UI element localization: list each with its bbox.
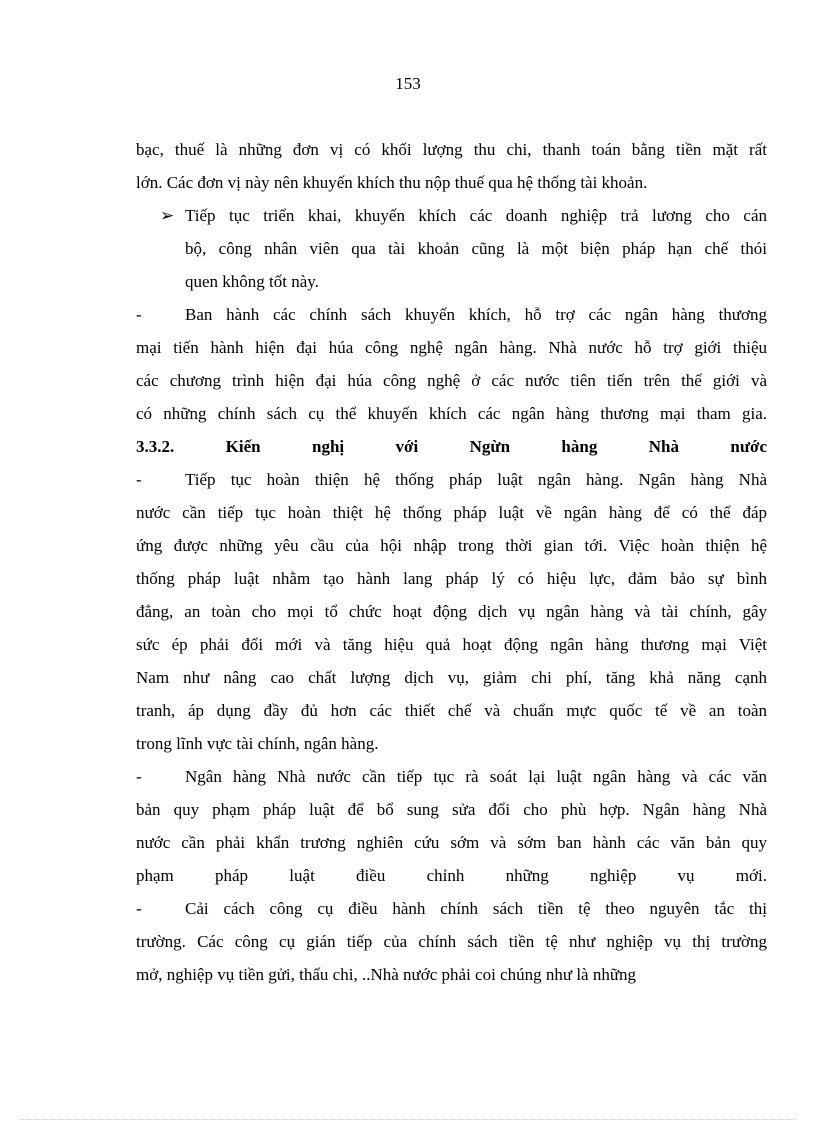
text-line: mở, nghiệp vụ tiền gửi, thấu chi, ..Nhà nước phải coi chúng như là những	[136, 965, 637, 984]
body-text	[136, 133, 767, 991]
text-line: bộ, công nhân viên qua tài khoản cũng là một biện pháp hạn chế thói	[185, 239, 767, 258]
page-number: 153	[395, 74, 421, 93]
dash-marker: -	[136, 767, 142, 786]
text-line: trong lĩnh vực tài chính, ngân hàng.	[136, 734, 379, 753]
text-line: trường. Các công cụ gián tiếp của chính sách tiền tệ như nghiệp vụ thị trường	[136, 932, 767, 951]
text-line: Nam như nâng cao chất lượng dịch vụ, giảm chi phí, tăng khả năng cạnh	[136, 668, 767, 687]
section-heading: 3.3.2. Kiến nghị với Ngừn hàng Nhà nước	[136, 437, 767, 456]
text-line: bạc, thuế là những đơn vị có khối lượng thu chi, thanh toán bằng tiền mặt rất	[136, 140, 767, 159]
text-line: tranh, áp dụng đầy đủ hơn các thiết chế và chuẩn mực quốc tế về an toàn	[136, 701, 767, 720]
text-line: các chương trình hiện đại húa công nghệ ở các nước tiên tiến trên thế giới và	[136, 371, 767, 390]
text-line: ứng được những yêu cầu của hội nhập trong thời gian tới. Việc hoàn thiện hệ	[136, 536, 767, 555]
text-line: Tiếp tục hoàn thiện hệ thống pháp luật ngân hàng. Ngân hàng Nhà	[185, 470, 767, 489]
arrow-bullet-icon: ➢	[160, 206, 175, 225]
dash-marker: -	[136, 470, 142, 489]
dash-item	[136, 298, 767, 331]
dash-marker: -	[136, 305, 142, 324]
dash-item	[136, 760, 767, 793]
text-line: lớn. Các đơn vị này nên khuyến khích thu nộp thuế qua hệ thống tài khoản.	[136, 173, 648, 192]
text-line: thống pháp luật nhằm tạo hành lang pháp lý có hiệu lực, đảm bảo sự bình	[136, 569, 767, 588]
bullet-item	[136, 199, 767, 232]
text-line: mại tiến hành hiện đại húa công nghệ ngân hàng. Nhà nước hỗ trợ giới thiệu	[136, 338, 767, 357]
text-line: đẳng, an toàn cho mọi tổ chức hoạt động dịch vụ ngân hàng và tài chính, gây	[136, 602, 767, 621]
dash-marker: -	[136, 899, 142, 918]
text-line: nước cần tiếp tục hoàn thiệt hệ thống pháp luật về ngân hàng để có thể đáp	[136, 503, 767, 522]
text-line: Ban hành các chính sách khuyến khích, hỗ trợ các ngân hàng thương	[185, 305, 767, 324]
dash-item	[136, 892, 767, 925]
dash-item	[136, 463, 767, 496]
page-bottom-divider	[20, 1119, 796, 1120]
text-line: sức ép phải đổi mới và tăng hiệu quả hoạt động ngân hàng thương mại Việt	[136, 635, 767, 654]
text-line: bản quy phạm pháp luật để bổ sung sửa đổi cho phù hợp. Ngân hàng Nhà	[136, 800, 767, 819]
text-line: Cải cách công cụ điều hành chính sách tiền tệ theo nguyên tắc thị	[185, 899, 767, 918]
text-line: nước cần phải khẩn trương nghiên cứu sớm và sớm ban hành các văn bản quy	[136, 833, 767, 852]
text-line: quen không tốt này.	[185, 272, 319, 291]
text-line: có những chính sách cụ thể khuyến khích các ngân hàng thương mại tham gia.	[136, 404, 767, 423]
text-line: phạm pháp luật điều chỉnh những nghiệp vụ mới.	[136, 866, 767, 885]
text-line: Tiếp tục triển khai, khuyến khích các doanh nghiệp trả lương cho cán	[185, 206, 767, 225]
text-line: Ngân hàng Nhà nước cần tiếp tục rà soát lại luật ngân hàng và các văn	[185, 767, 767, 786]
